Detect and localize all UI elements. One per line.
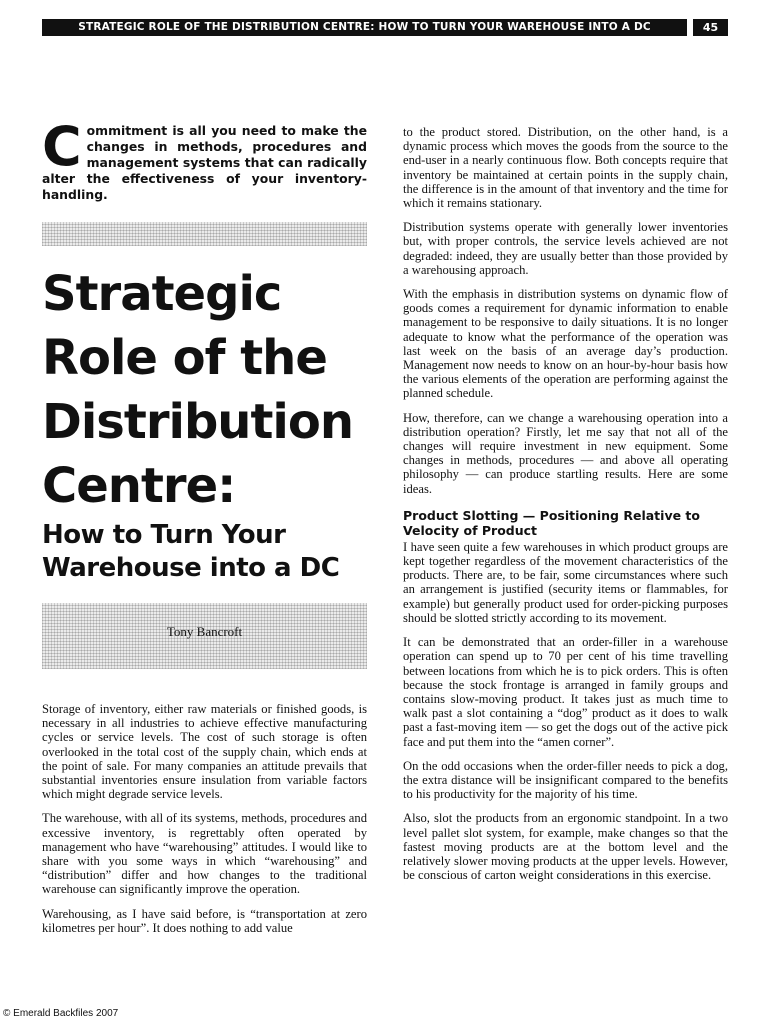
- body-paragraph: On the odd occasions when the order-filler needs to pick a dog, the extra distance will be insignificant compared to the benefits to his productivity for the majority of his time.: [403, 758, 728, 802]
- left-column: [42, 702, 367, 945]
- body-paragraph: It can be demonstrated that an order-filler in a warehouse operation can spend up to 70 per cent of his time travelling between locations from which he is to pick orders. This is often because the stock frontage is arranged in family groups and contains slow-moving product. It takes just as much time to walk past a slot containing a “dog” product as it does to walk past a fast-moving item — so get the dogs out of the active pick face and put them into the “amen corner”.: [403, 635, 728, 749]
- body-paragraph: With the emphasis in distribution systems on dynamic flow of goods comes a requirement for dynamic information to enable management to be responsive to daily situations. It is no longer adequate to know what the performance of the operation was last week on the basis of an average day’s production. Management now needs to know on an hour-by-hour basis how the various elements of the operation are performing against the planned schedule.: [403, 287, 728, 401]
- title-line: Strategic: [42, 266, 282, 322]
- section-heading: Product Slotting — Positioning Relative to Velocity of Product: [403, 507, 700, 538]
- intro-standfirst: [42, 115, 367, 203]
- title-line: Centre:: [42, 458, 236, 514]
- title-line: Role of the: [42, 330, 327, 386]
- body-paragraph: The warehouse, with all of its systems, methods, procedures and excessive inventory, is regrettably often operated by management who have “warehousing” attitudes. I would like to share with you some ways in which “warehousing” and “distribution” differ and how changes to the traditional warehouse can significantly improve the operation.: [42, 811, 367, 897]
- body-paragraph: to the product stored. Distribution, on the other hand, is a dynamic process which moves the goods from the source to the end-user in a nearly continuous flow. Both concepts require that inventory be maintained at certain points in the supply chain, the difference is in the amount of that inventory and the time for which it remains stationary.: [403, 125, 728, 211]
- intro-text: ommitment is all you need to make the changes in methods, procedures and management systems that can radically alter the effectiveness of your inventory-handling.: [42, 123, 367, 202]
- right-column: [403, 125, 728, 892]
- body-paragraph: Warehousing, as I have said before, is “transportation at zero kilometres per hour”. It does nothing to add value: [42, 906, 367, 935]
- body-paragraph: Distribution systems operate with generally lower inventories but, with proper controls, the service levels achieved are not degraded: indeed, they are usually better than those provided by a warehousing approach.: [403, 220, 728, 277]
- article-subtitle: [42, 519, 372, 585]
- body-paragraph: Also, slot the products from an ergonomic standpoint. In a two level pallet slot system, for example, make changes so that the fastest moving products are at the bottom level and the relatively slower moving products at the upper levels. However, be conscious of carton weight considerations in this exercise.: [403, 811, 728, 883]
- copyright-footer: © Emerald Backfiles 2007: [3, 1008, 119, 1019]
- body-paragraph: How, therefore, can we change a warehousing operation into a distribution operation? Firstly, let me say that not all of the changes will require investment in new equipment. Some changes in methods, procedures — and above all operating philosophy — can produce startling results. Here are some ideas.: [403, 410, 728, 496]
- subtitle-line: Warehouse into a DC: [42, 553, 340, 583]
- article-title: [42, 262, 372, 518]
- title-line: Distribution: [42, 394, 354, 450]
- author-byline: Tony Bancroft: [166, 624, 243, 639]
- body-paragraph: I have seen quite a few warehouses in which product groups are kept together regardless of the movement characteristics of the products. There are, to be fair, some circumstances where such an arrangement is justified (security items or flammables, for example) but generally product used for order-picking purposes should be slotted strictly according to its movement.: [403, 539, 728, 625]
- subtitle-line: How to Turn Your: [42, 520, 286, 550]
- divider-halftone-top: [42, 222, 367, 246]
- running-header: STRATEGIC ROLE OF THE DISTRIBUTION CENTRE: HOW TO TURN YOUR WAREHOUSE INTO A DC: [42, 19, 687, 36]
- drop-cap: C: [42, 115, 82, 178]
- body-paragraph: Storage of inventory, either raw materials or finished goods, is necessary in all industries to achieve effective manufacturing cycles or service levels. The cost of such storage is often overlooked in the total cost of the supply chain, which ends at the point of sale. For many companies an attitude prevails that substantial inventories ensure insulation from variable factors which might degrade service levels.: [42, 702, 367, 802]
- page-number: 45: [693, 19, 728, 36]
